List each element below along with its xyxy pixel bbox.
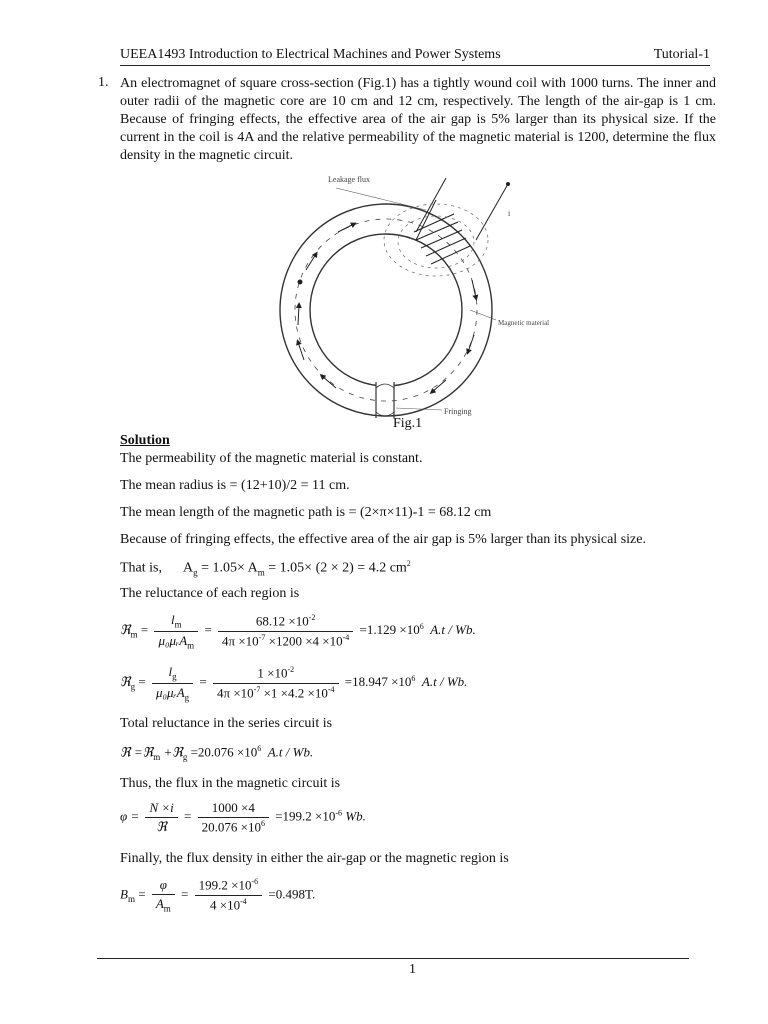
magnetic-material-label: Magnetic material [498,319,550,327]
course-title: UEEA1493 Introduction to Electrical Machines and Power Systems [120,47,501,62]
equation-reluctance-m: ℜ$_m$ = $\frac{l_m}{\mu_0\mu ᵣA_m}$ = $\frac{68.12 \times 10^{-2}}{4\pi \times 10^{-7} \times 1200 \times 4 \times 10^{-4}}$ $=1.129 \times 10^6$ A.t / Wb. [120,612,476,651]
coil [414,178,510,264]
solution-line-1: The permeability of the magnetic material is constant. [120,451,423,466]
solution-line-4: Because of fringing effects, the effective area of the air gap is 5% larger than its physical size. [120,532,646,547]
equation-total-reluctance: ℜ =ℜ$_m$ +ℜ$_g$ $=20.076 \times 10^6$ A.t / Wb. [120,744,314,762]
solution-heading: Solution [120,433,170,448]
figure-caption: Fig.1 [393,416,423,431]
page-number: 1 [409,962,416,977]
tutorial-label: Tutorial-1 [653,47,710,62]
solution-line-7: Total reluctance in the series circuit is [120,716,333,731]
solution-line-8: Thus, the flux in the magnetic circuit is [120,776,341,791]
question-text: An electromagnet of square cross-section (Fig.1) has a tightly wound coil with 1000 turns. The inner and outer radii of the magnetic core are 10 cm and 12 cm, respectively. The length of the air-gap is 1 cm. Because of fringing effects, the effective area of the air gap is 5% larger than its physical size. If the current in the coil is 4A and the relative permeability of the magnetic material is 1200, determine the flux density in the magnetic circuit. [120,76,716,163]
question-number: 1. [98,75,109,90]
fringing-label: Fringing [444,407,472,416]
solution-line-5: That is, $A_g = 1.05\times A_m = 1.05\times (2 \times 2) = 4.2$ $cm^2$ [120,559,411,578]
current-label: i [508,209,511,218]
footer-rule [97,958,689,959]
toroid-diagram [276,170,550,420]
solution-line-9: Finally, the flux density in either the air-gap or the magnetic region is [120,851,509,866]
leakage-flux-label: Leakage flux [328,175,370,184]
equation-flux-density: $B_m$ = $\frac{\varphi}{A_m}$ = $\frac{199.2 \times 10^{-6}}{4 \times 10^{-4}}$ =0.498T. [120,877,316,914]
electromagnet-figure [276,170,550,420]
equation-reluctance-g: ℜ$_g$ = $\frac{l_g}{\mu_0\mu ᵣA_g}$ = $\frac{1 \times 10^{-2}}{4\pi \times 10^{-7} \times 1 \times 4.2 \times 10^{-4}}$ $=18.947 \times 10^6$ A.t / Wb. [120,664,468,703]
equation-flux: φ = $\frac{N \times i}{\text{ℜ}}$ = $\frac{1000 \times 4}{20.076 \times 10^6}$ $=199.2 \times 10^{-6}$ Wb. [120,800,366,835]
solution-line-6: The reluctance of each region is [120,586,300,601]
solution-line-3: The mean length of the magnetic path is = (2×π×11)-1 = 68.12 cm [120,505,492,520]
solution-line-2: The mean radius is = (12+10)/2 = 11 cm. [120,478,350,493]
that-is-label: That is, [120,560,162,576]
page-header [120,47,710,66]
